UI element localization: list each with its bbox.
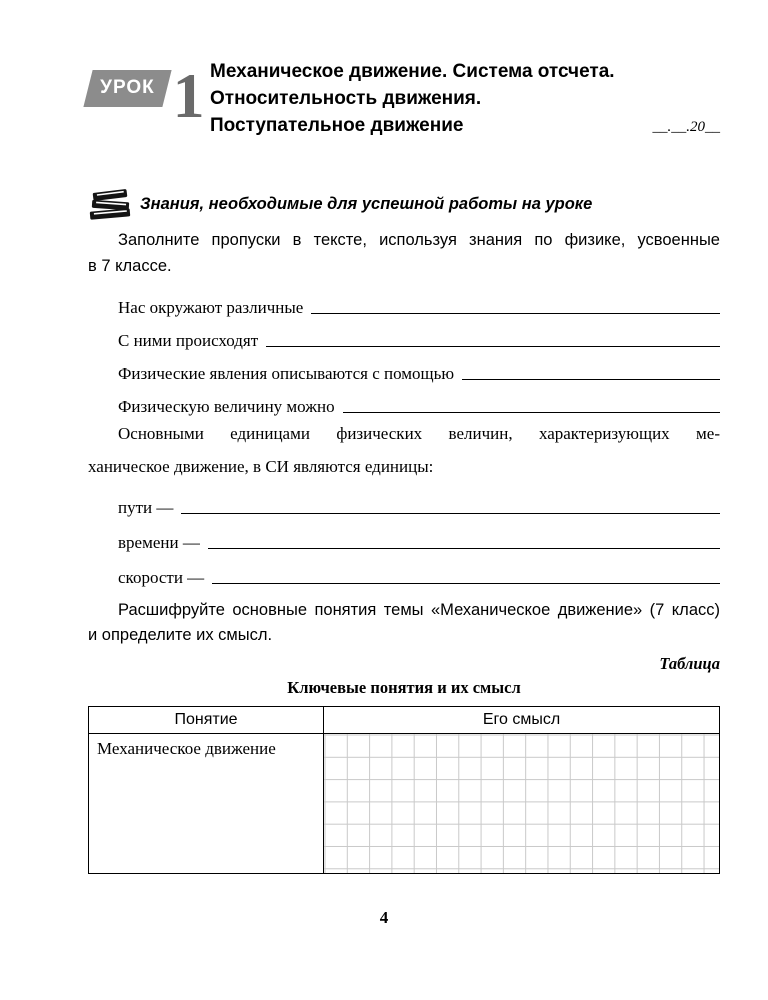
blank-line	[266, 346, 720, 347]
units-paragraph	[88, 417, 720, 483]
fill-in-line	[88, 518, 720, 553]
lesson-title	[210, 56, 720, 139]
books-icon	[88, 187, 134, 221]
blank-line	[181, 513, 720, 514]
lesson-title-row-3	[210, 112, 720, 139]
unit-lines	[88, 483, 720, 588]
table-caption: Таблица	[659, 654, 720, 673]
lesson-title-line-2: Относительность движения.	[210, 88, 482, 109]
lesson-number: 1	[172, 60, 205, 131]
table-row	[89, 734, 720, 874]
fill-in-label: Физическую величину можно	[118, 397, 335, 416]
task-section	[88, 598, 720, 648]
fill-in-line	[88, 384, 720, 417]
date-blank: __.__.20__	[652, 119, 720, 135]
answer-grid-cell	[324, 734, 720, 874]
fill-in-line	[88, 553, 720, 588]
blank-line	[343, 412, 720, 413]
lesson-title-line-1: Механическое движение. Система отсчета.	[210, 61, 615, 82]
fill-in-label: времени —	[118, 533, 200, 552]
units-paragraph-line-2: ханическое движение, в СИ являются единицы:	[88, 457, 434, 476]
lesson-badge-block	[88, 60, 210, 139]
fill-in-label: С ними происходят	[118, 331, 259, 350]
task-line-2: и определите их смысл.	[88, 626, 273, 644]
knowledge-heading-row	[88, 187, 720, 221]
table-header-row	[89, 707, 720, 734]
fill-in-label: Нас окружают различные	[118, 298, 304, 317]
table-title: Ключевые понятия и их смысл	[287, 678, 521, 697]
lesson-header	[88, 56, 720, 139]
lesson-title-line-3: Поступательное движение	[210, 115, 464, 136]
fill-in-label: скорости —	[118, 568, 205, 587]
page-number: 4	[379, 908, 389, 927]
concepts-table	[88, 706, 720, 874]
blank-line	[311, 313, 720, 314]
section-heading: Знания, необходимые для успешной работы на уроке	[140, 194, 593, 213]
table-header-concept: Понятие	[89, 707, 324, 734]
blank-line	[208, 548, 720, 549]
task-line-1: Расшифруйте основные понятия темы «Механическое движение» (7 класс)	[118, 601, 720, 619]
blank-line	[462, 379, 720, 380]
intro-line-1: Заполните пропуски в тексте, используя знания по физике, усвоенные	[118, 231, 720, 249]
fill-in-label: Физические явления описываются с помощью	[118, 364, 455, 383]
fill-in-line	[88, 318, 720, 351]
units-paragraph-line-1: Основными единицами физических величин, характеризующих ме-	[118, 424, 720, 443]
fill-in-line	[88, 285, 720, 318]
lesson-label: УРОК	[100, 77, 155, 98]
table-header-meaning: Его смысл	[324, 707, 720, 734]
fill-in-label: пути —	[118, 498, 174, 517]
fill-in-line	[88, 483, 720, 518]
knowledge-section	[88, 187, 720, 279]
fill-in-line	[88, 351, 720, 384]
lesson-badge	[83, 70, 171, 107]
concept-cell: Механическое движение	[89, 734, 324, 874]
intro-line-2: в 7 классе.	[88, 257, 172, 275]
fill-in-section	[88, 285, 720, 588]
blank-line	[212, 583, 720, 584]
